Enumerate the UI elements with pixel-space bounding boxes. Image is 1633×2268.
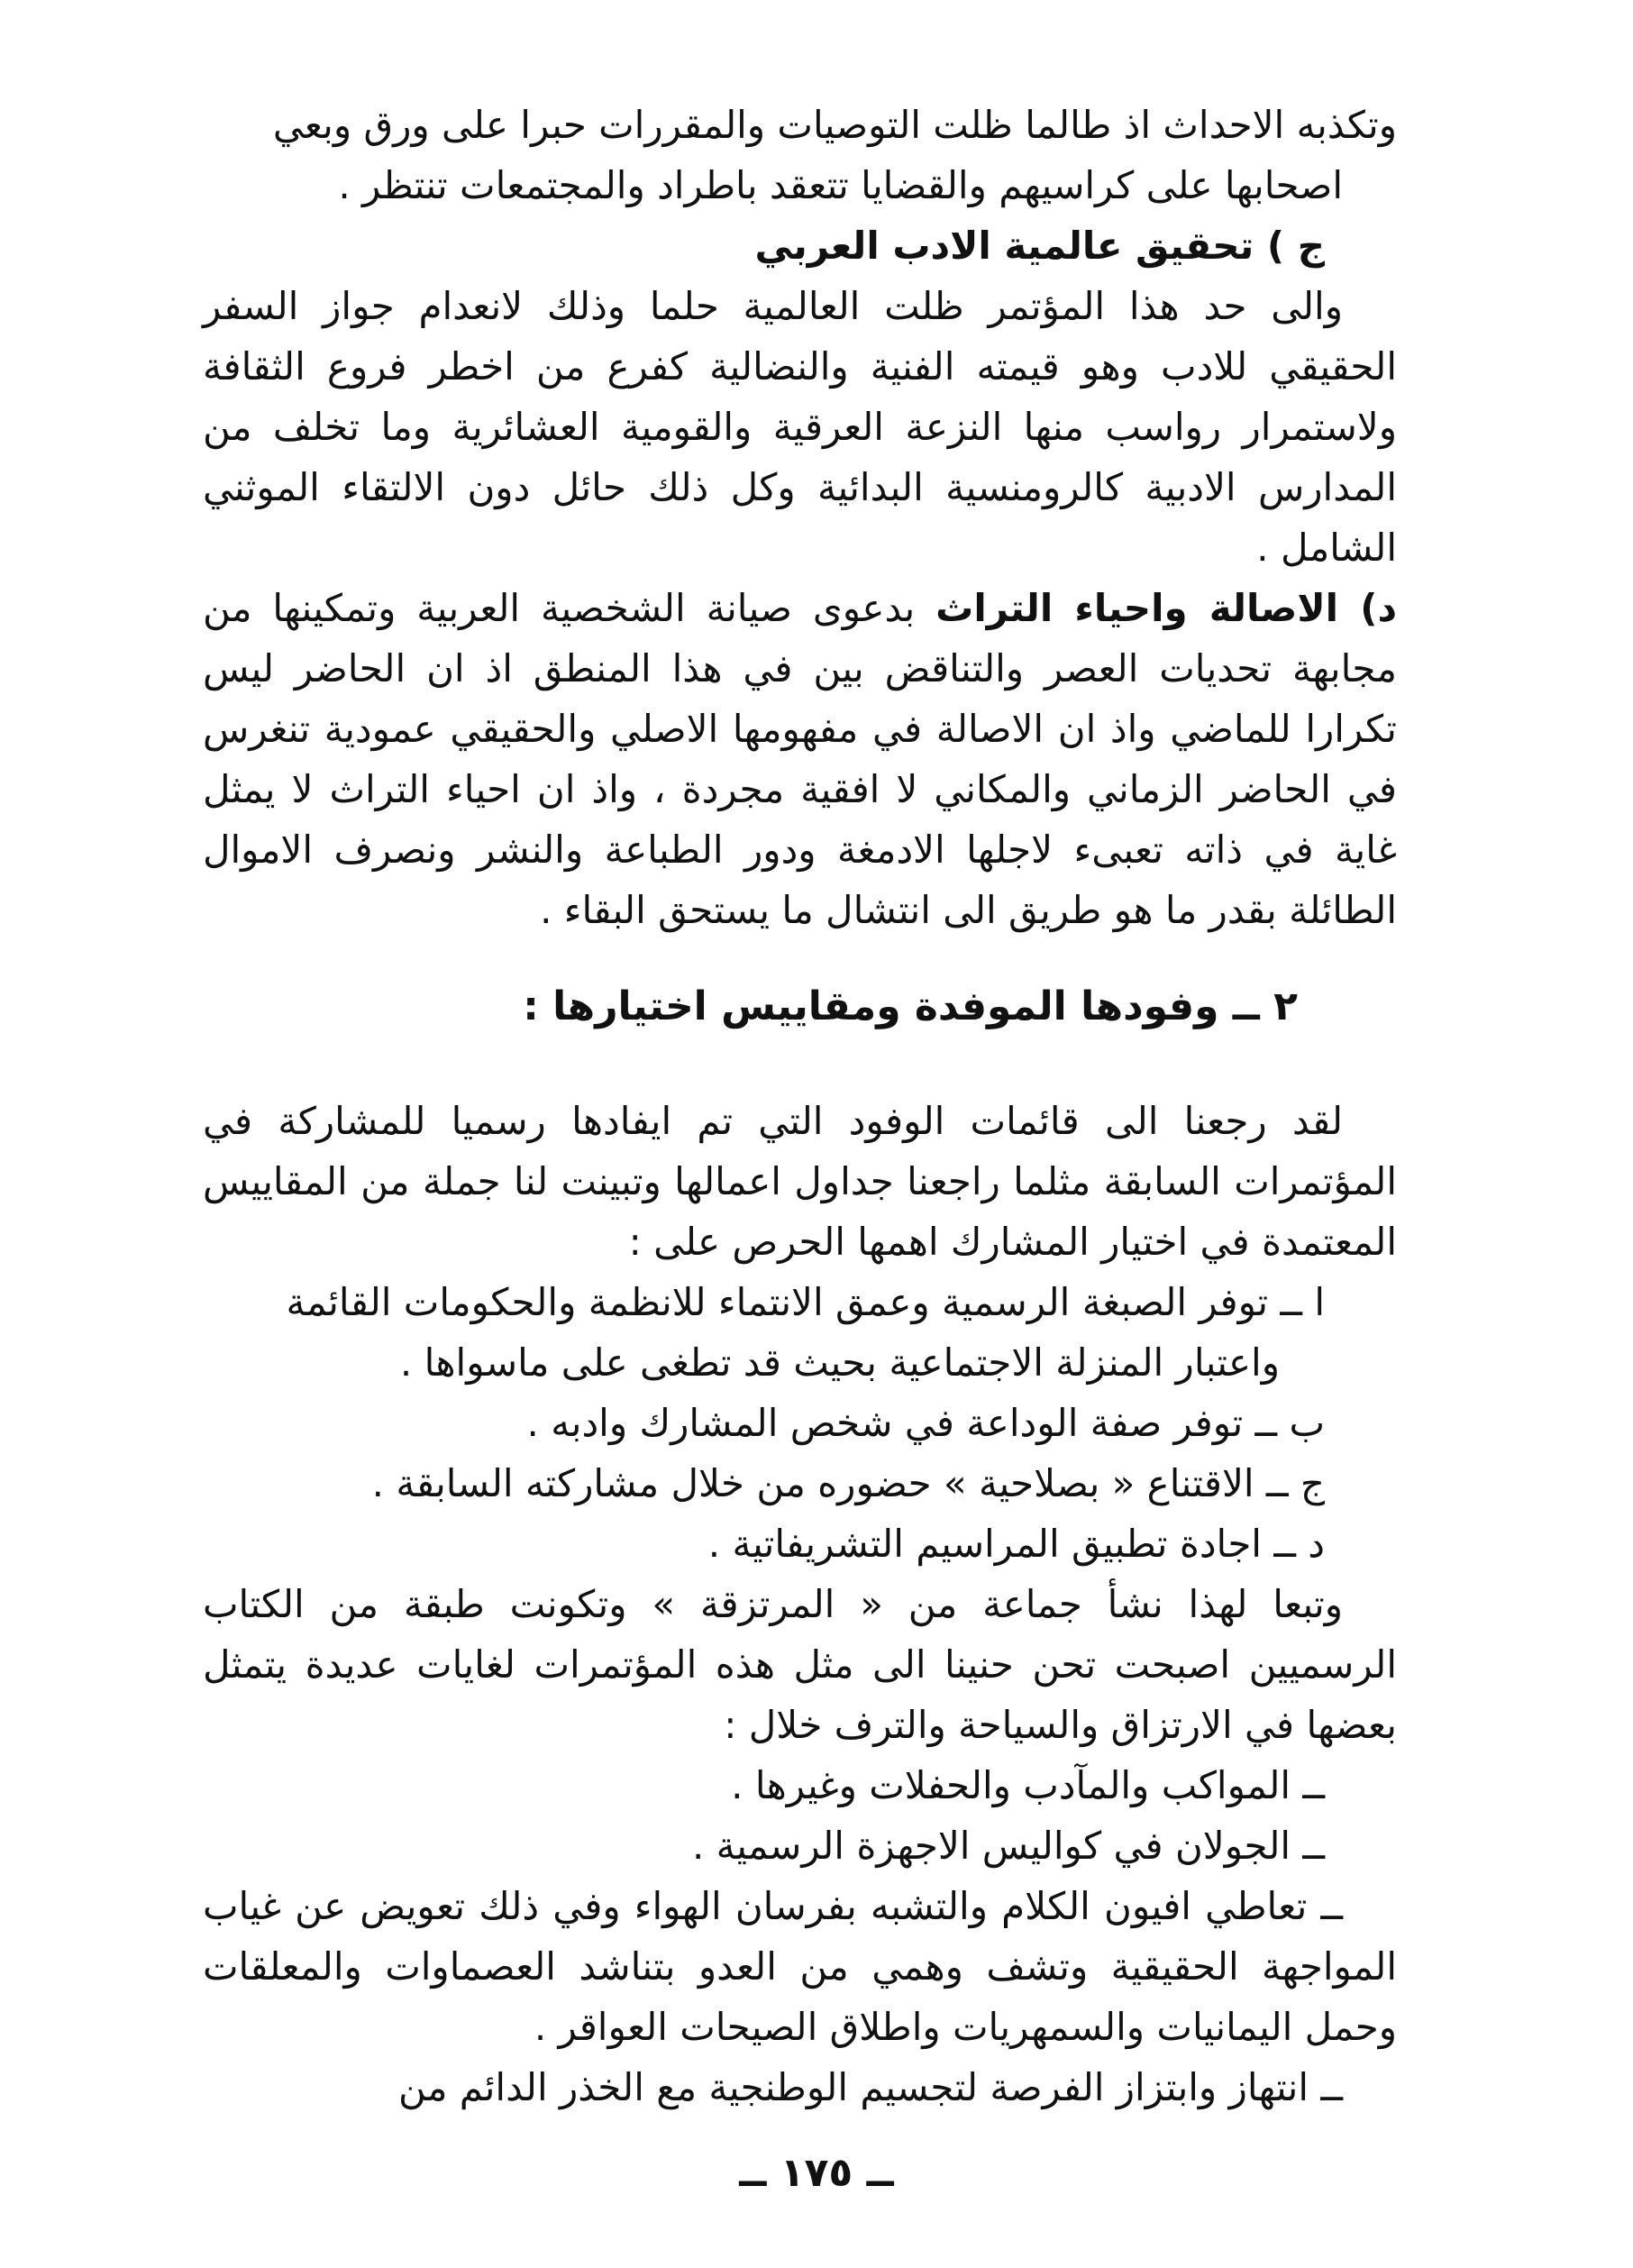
dash-item-1: ــ المواكب والمآدب والحفلات وغيرها . (731, 1763, 1325, 1807)
paragraph-2: لقد رجعنا الى قائمات الوفود التي تم ايفادها رسميا للمشاركة في المؤتمرات السابقة مثلما راجعنا جداول اعمالها وتبينت لنا جملة من المقاييس المعتمدة في اختيار المشارك اهمها الحرص على : (203, 1099, 1397, 1264)
dash-item-3: ــ تعاطي افيون الكلام والتشبه بفرسان الهواء وفي ذلك تعويض عن غياب المواجهة الحقيقية وتشف وهمي من العدو بتناشد العصماوات والمعلقات وحمل اليمانيات والسمهريات واطلاق الصيحات العواقر . (203, 1884, 1397, 2049)
intro-line-2: اصحابها على كراسيهم والقضايا تتعقد باطراد والمجتمعات تنتظر . (338, 163, 1343, 207)
subheading-c: ج ) تحقيق عالمية الادب العربي (754, 224, 1325, 268)
paragraph-3: وتبعا لهذا نشأ جماعة من « المرتزقة » وتكونت طبقة من الكتاب الرسميين اصبحت تحن حنينا الى مثل هذه المؤتمرات لغايات عديدة يتمثل بعضها في الارتزاق والسياحة والترف خلال : (203, 1582, 1397, 1747)
list-item-a: ا ــ توفر الصبغة الرسمية وعمق الانتماء للانظمة والحكومات القائمة (286, 1280, 1325, 1324)
dash-item-2: ــ الجولان في كواليس الاجهزة الرسمية . (691, 1824, 1325, 1868)
paragraph-d-container (203, 578, 1397, 940)
list-item-b: ب ــ توفر صفة الوداعة في شخص المشارك وادبه . (526, 1401, 1325, 1445)
list-item-a-continued: واعتبار المنزلة الاجتماعية بحيث قد تطغى على ماسواها . (399, 1340, 1280, 1385)
paragraph-d: بدعوى صيانة الشخصية العربية وتمكينها من مجابهة تحديات العصر والتناقض بين في هذا المنطق اذ ان الحاضر ليس تكرارا للماضي واذ ان الاصالة في مفهومها الاصلي والحقيقي عمودية تنغرس في الحاضر الزماني والمكاني لا افقية مجردة ، واذ ان احياء التراث لا يمثل غاية في ذاته تعبىء لاجلها الادمغة ودور الطباعة والنشر ونصرف الاموال الطائلة بقدر ما هو طريق الى انتشال ما يستحق البقاء . (203, 586, 1397, 932)
paragraph-c: والى حد هذا المؤتمر ظلت العالمية حلما وذلك لانعدام جواز السفر الحقيقي للادب وهو قيمته الفنية والنضالية كفرع من اخطر فروع الثقافة ولاستمرار رواسب منها النزعة العرقية والقومية العشائرية وما تخلف من المدارس الادبية كالرومنسية البدائية وكل ذلك حائل دون الالتقاء الموثني الشامل . (203, 284, 1397, 570)
page-body (203, 95, 1397, 2117)
list-item-d: د ــ اجادة تطبيق المراسيم التشريفاتية . (707, 1522, 1325, 1566)
list-item-c: ج ــ الاقتناع « بصلاحية » حضوره من خلال مشاركته السابقة . (371, 1461, 1325, 1505)
section-title: ٢ ــ وفودها الموفدة ومقاييس اختيارها : (523, 983, 1298, 1029)
subheading-d: د) الاصالة واحياء التراث (935, 586, 1397, 630)
dash-item-4: ــ انتهاز وابتزاز الفرصة لتجسيم الوطنجية مع الخذر الدائم من (397, 2065, 1343, 2109)
page-number: ــ ١٧٥ ــ (739, 2150, 894, 2196)
intro-line-1: وتكذبه الاحداث اذ طالما ظلت التوصيات والمقررات حبرا على ورق وبعي (272, 103, 1397, 147)
